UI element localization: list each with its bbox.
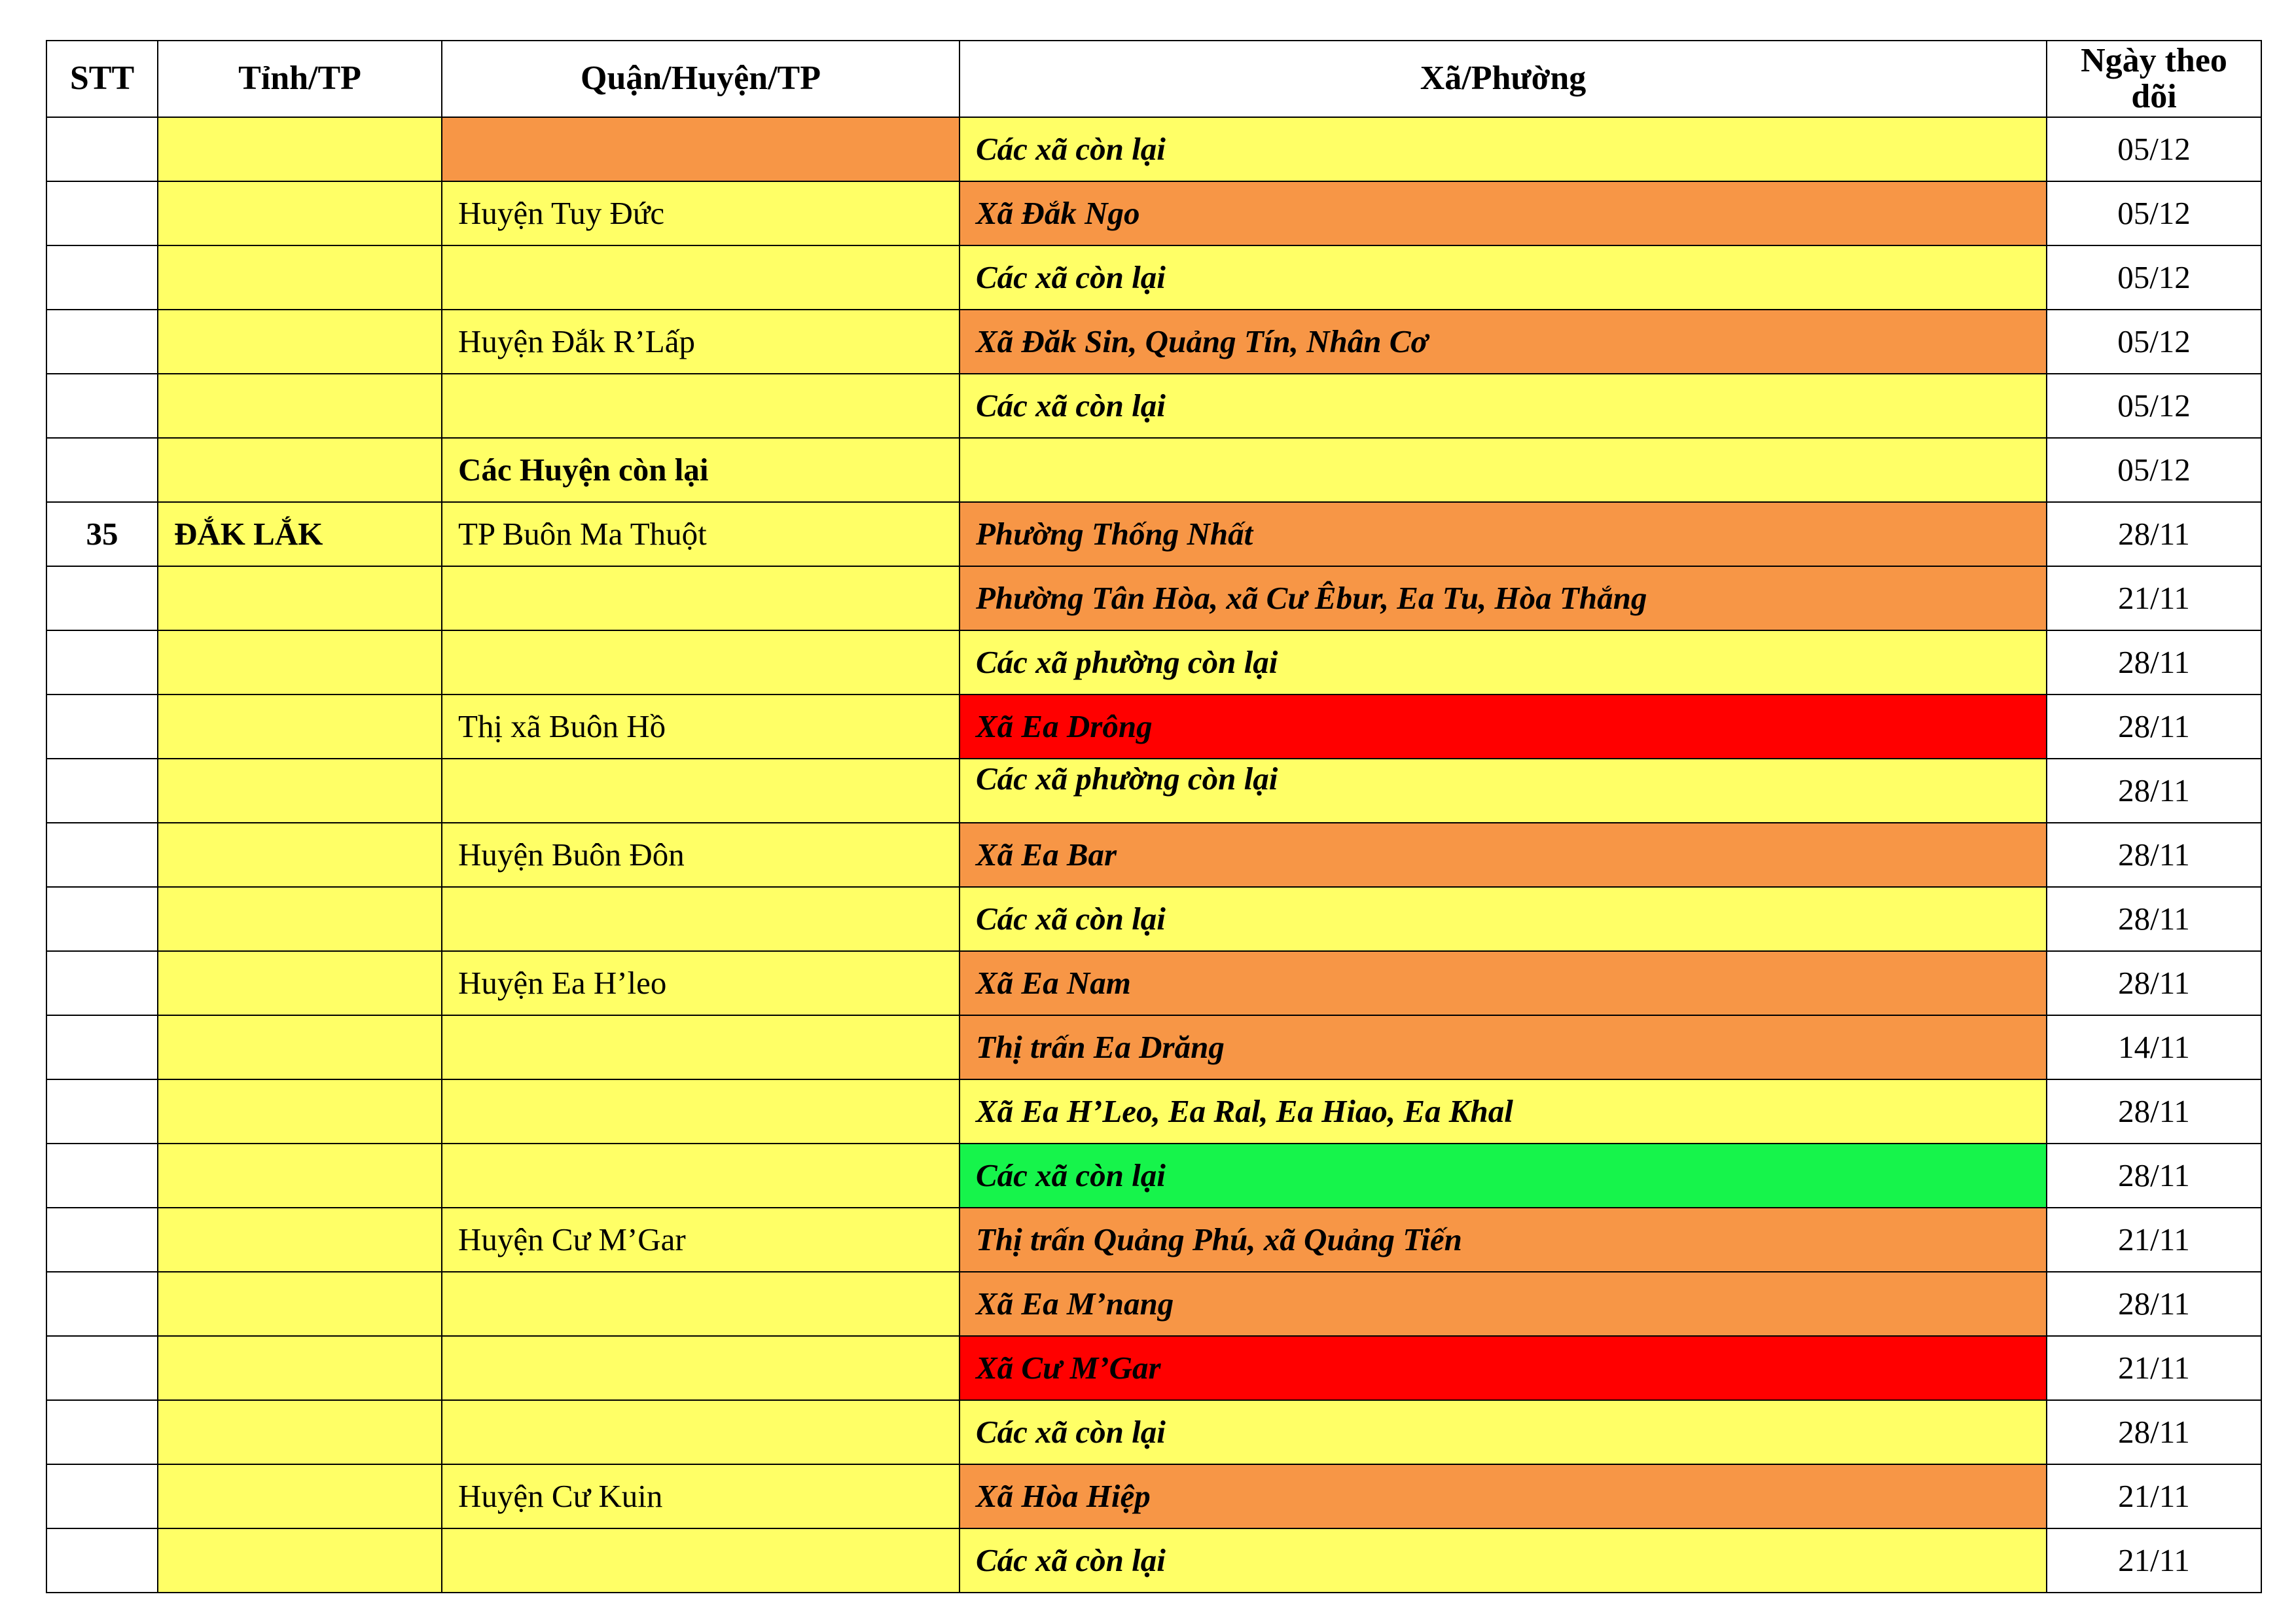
date-cell: 28/11 bbox=[2047, 502, 2261, 566]
date-cell: 14/11 bbox=[2047, 1015, 2261, 1079]
date-cell: 05/12 bbox=[2047, 438, 2261, 502]
ward-cell: Thị trấn Quảng Phú, xã Quảng Tiến bbox=[960, 1208, 2047, 1272]
stt-cell bbox=[46, 1400, 158, 1464]
stt-cell bbox=[46, 823, 158, 887]
table-row bbox=[46, 1015, 2261, 1079]
stt-cell bbox=[46, 1336, 158, 1400]
district-cell: Huyện Ea H’leo bbox=[442, 951, 960, 1015]
district-cell: TP Buôn Ma Thuột bbox=[442, 502, 960, 566]
date-cell: 21/11 bbox=[2047, 1528, 2261, 1593]
date-cell: 28/11 bbox=[2047, 630, 2261, 695]
table-row bbox=[46, 759, 2261, 823]
date-cell: 28/11 bbox=[2047, 1272, 2261, 1336]
district-cell bbox=[442, 1528, 960, 1593]
district-cell bbox=[442, 566, 960, 630]
table-row bbox=[46, 438, 2261, 502]
district-cell bbox=[442, 1400, 960, 1464]
table-row bbox=[46, 1336, 2261, 1400]
table-row bbox=[46, 1400, 2261, 1464]
district-cell: Huyện Cư Kuin bbox=[442, 1464, 960, 1528]
ward-cell: Xã Ea H’Leo, Ea Ral, Ea Hiao, Ea Khal bbox=[960, 1079, 2047, 1144]
province-cell bbox=[158, 1144, 442, 1208]
table-row bbox=[46, 1208, 2261, 1272]
stt-cell bbox=[46, 1079, 158, 1144]
ward-cell: Thị trấn Ea Drăng bbox=[960, 1015, 2047, 1079]
date-cell: 05/12 bbox=[2047, 245, 2261, 310]
province-cell bbox=[158, 759, 442, 823]
province-cell bbox=[158, 245, 442, 310]
province-cell bbox=[158, 1336, 442, 1400]
stt-cell bbox=[46, 951, 158, 1015]
ward-cell: Xã Đăk Sin, Quảng Tín, Nhân Cơ bbox=[960, 310, 2047, 374]
ward-cell: Xã Ea M’nang bbox=[960, 1272, 2047, 1336]
stt-cell bbox=[46, 1208, 158, 1272]
table-row bbox=[46, 181, 2261, 245]
table-row bbox=[46, 695, 2261, 759]
table-row bbox=[46, 1079, 2261, 1144]
district-cell bbox=[442, 759, 960, 823]
stt-cell bbox=[46, 117, 158, 181]
district-cell: Huyện Cư M’Gar bbox=[442, 1208, 960, 1272]
province-cell bbox=[158, 1015, 442, 1079]
table-row bbox=[46, 887, 2261, 951]
table-row bbox=[46, 566, 2261, 630]
stt-cell bbox=[46, 887, 158, 951]
date-cell: 28/11 bbox=[2047, 823, 2261, 887]
date-cell: 21/11 bbox=[2047, 1208, 2261, 1272]
ward-cell: Các xã còn lại bbox=[960, 1528, 2047, 1593]
stt-cell bbox=[46, 1144, 158, 1208]
ward-cell: Các xã còn lại bbox=[960, 1144, 2047, 1208]
date-cell: 21/11 bbox=[2047, 566, 2261, 630]
table-row bbox=[46, 1144, 2261, 1208]
table-row bbox=[46, 310, 2261, 374]
stt-cell bbox=[46, 1015, 158, 1079]
date-cell: 28/11 bbox=[2047, 1144, 2261, 1208]
header-ward: Xã/Phường bbox=[960, 41, 2047, 117]
date-cell: 28/11 bbox=[2047, 695, 2261, 759]
table-row bbox=[46, 630, 2261, 695]
ward-cell: Các xã còn lại bbox=[960, 245, 2047, 310]
date-cell: 28/11 bbox=[2047, 1400, 2261, 1464]
stt-cell bbox=[46, 759, 158, 823]
date-cell: 05/12 bbox=[2047, 117, 2261, 181]
province-cell bbox=[158, 1079, 442, 1144]
stt-cell bbox=[46, 374, 158, 438]
table-body bbox=[46, 117, 2261, 1593]
ward-cell: Xã Hòa Hiệp bbox=[960, 1464, 2047, 1528]
table-row bbox=[46, 823, 2261, 887]
ward-cell bbox=[960, 438, 2047, 502]
province-cell bbox=[158, 1208, 442, 1272]
table-row bbox=[46, 1528, 2261, 1593]
stt-cell bbox=[46, 181, 158, 245]
table-row bbox=[46, 245, 2261, 310]
ward-cell: Các xã phường còn lại bbox=[960, 759, 2047, 823]
province-cell bbox=[158, 566, 442, 630]
ward-cell: Các xã còn lại bbox=[960, 374, 2047, 438]
table-row bbox=[46, 117, 2261, 181]
district-cell bbox=[442, 887, 960, 951]
monitoring-table bbox=[46, 40, 2262, 1593]
table-row bbox=[46, 951, 2261, 1015]
district-cell bbox=[442, 1272, 960, 1336]
district-cell: Huyện Buôn Đôn bbox=[442, 823, 960, 887]
province-cell bbox=[158, 1400, 442, 1464]
ward-cell: Xã Ea Bar bbox=[960, 823, 2047, 887]
province-cell: ĐẮK LẮK bbox=[158, 502, 442, 566]
date-cell: 28/11 bbox=[2047, 759, 2261, 823]
ward-cell: Phường Thống Nhất bbox=[960, 502, 2047, 566]
table-row bbox=[46, 1464, 2261, 1528]
stt-cell bbox=[46, 310, 158, 374]
date-cell: 05/12 bbox=[2047, 181, 2261, 245]
stt-cell bbox=[46, 630, 158, 695]
province-cell bbox=[158, 310, 442, 374]
district-cell bbox=[442, 1336, 960, 1400]
ward-cell: Xã Ea Nam bbox=[960, 951, 2047, 1015]
district-cell: Huyện Tuy Đức bbox=[442, 181, 960, 245]
district-cell bbox=[442, 374, 960, 438]
province-cell bbox=[158, 1464, 442, 1528]
ward-cell: Xã Cư M’Gar bbox=[960, 1336, 2047, 1400]
district-cell bbox=[442, 1144, 960, 1208]
province-cell bbox=[158, 374, 442, 438]
district-cell bbox=[442, 1015, 960, 1079]
province-cell bbox=[158, 630, 442, 695]
province-cell bbox=[158, 695, 442, 759]
stt-cell bbox=[46, 1272, 158, 1336]
date-cell: 28/11 bbox=[2047, 887, 2261, 951]
province-cell bbox=[158, 1528, 442, 1593]
province-cell bbox=[158, 438, 442, 502]
header-province: Tỉnh/TP bbox=[158, 41, 442, 117]
stt-cell bbox=[46, 566, 158, 630]
district-cell: Các Huyện còn lại bbox=[442, 438, 960, 502]
document-page bbox=[46, 40, 2262, 1593]
district-cell: Huyện Đắk R’Lấp bbox=[442, 310, 960, 374]
stt-cell: 35 bbox=[46, 502, 158, 566]
province-cell bbox=[158, 181, 442, 245]
header-row bbox=[46, 41, 2261, 117]
date-cell: 28/11 bbox=[2047, 1079, 2261, 1144]
district-cell bbox=[442, 630, 960, 695]
table-row bbox=[46, 502, 2261, 566]
date-cell: 21/11 bbox=[2047, 1464, 2261, 1528]
ward-cell: Phường Tân Hòa, xã Cư Êbur, Ea Tu, Hòa Thắng bbox=[960, 566, 2047, 630]
header-date bbox=[2047, 41, 2261, 117]
ward-cell: Các xã còn lại bbox=[960, 1400, 2047, 1464]
date-cell: 28/11 bbox=[2047, 951, 2261, 1015]
district-cell bbox=[442, 1079, 960, 1144]
stt-cell bbox=[46, 695, 158, 759]
stt-cell bbox=[46, 245, 158, 310]
date-cell: 21/11 bbox=[2047, 1336, 2261, 1400]
district-cell bbox=[442, 245, 960, 310]
date-cell: 05/12 bbox=[2047, 374, 2261, 438]
province-cell bbox=[158, 823, 442, 887]
stt-cell bbox=[46, 438, 158, 502]
district-cell bbox=[442, 117, 960, 181]
date-cell: 05/12 bbox=[2047, 310, 2261, 374]
header-district: Quận/Huyện/TP bbox=[442, 41, 960, 117]
province-cell bbox=[158, 951, 442, 1015]
ward-cell: Các xã còn lại bbox=[960, 117, 2047, 181]
table-row bbox=[46, 374, 2261, 438]
ward-cell: Các xã còn lại bbox=[960, 887, 2047, 951]
stt-cell bbox=[46, 1528, 158, 1593]
district-cell: Thị xã Buôn Hồ bbox=[442, 695, 960, 759]
header-date-label: Ngày theo dõi bbox=[2081, 41, 2227, 115]
header-stt: STT bbox=[46, 41, 158, 117]
province-cell bbox=[158, 117, 442, 181]
ward-cell: Xã Ea Drông bbox=[960, 695, 2047, 759]
ward-cell: Xã Đắk Ngo bbox=[960, 181, 2047, 245]
table-row bbox=[46, 1272, 2261, 1336]
province-cell bbox=[158, 887, 442, 951]
stt-cell bbox=[46, 1464, 158, 1528]
table-header bbox=[46, 41, 2261, 117]
ward-cell: Các xã phường còn lại bbox=[960, 630, 2047, 695]
province-cell bbox=[158, 1272, 442, 1336]
